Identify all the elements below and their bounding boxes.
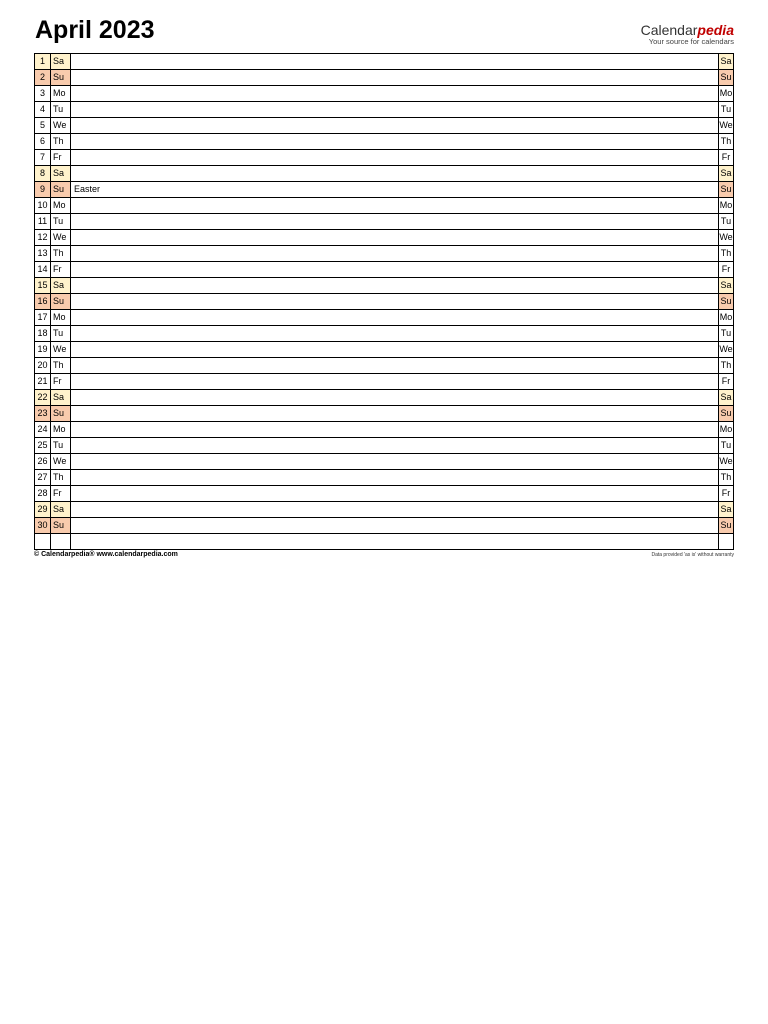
day-abbrev: Tu bbox=[51, 214, 71, 230]
footer-copyright: © Calendarpedia® www.calendarpedia.com bbox=[34, 551, 178, 558]
day-row bbox=[35, 406, 734, 422]
day-abbrev: We bbox=[51, 230, 71, 246]
day-number: 9 bbox=[35, 182, 51, 198]
day-note bbox=[71, 70, 719, 86]
day-row bbox=[35, 310, 734, 326]
day-abbrev-right: Su bbox=[719, 70, 734, 86]
day-number: 3 bbox=[35, 86, 51, 102]
day-row bbox=[35, 214, 734, 230]
day-row bbox=[35, 246, 734, 262]
day-abbrev-right: Th bbox=[719, 358, 734, 374]
day-number: 12 bbox=[35, 230, 51, 246]
day-abbrev-right: Sa bbox=[719, 390, 734, 406]
day-row bbox=[35, 486, 734, 502]
day-note bbox=[71, 134, 719, 150]
day-abbrev: Tu bbox=[51, 438, 71, 454]
day-abbrev: Sa bbox=[51, 54, 71, 70]
day-abbrev-right: Su bbox=[719, 518, 734, 534]
day-abbrev: Sa bbox=[51, 502, 71, 518]
day-abbrev: Th bbox=[51, 470, 71, 486]
day-abbrev: Mo bbox=[51, 422, 71, 438]
day-abbrev: Su bbox=[51, 182, 71, 198]
day-note bbox=[71, 358, 719, 374]
day-abbrev-right: Mo bbox=[719, 198, 734, 214]
day-abbrev: Su bbox=[51, 70, 71, 86]
day-note bbox=[71, 422, 719, 438]
day-number: 26 bbox=[35, 454, 51, 470]
day-abbrev: Th bbox=[51, 134, 71, 150]
day-number: 6 bbox=[35, 134, 51, 150]
day-abbrev-right: Mo bbox=[719, 422, 734, 438]
day-abbrev-right: Tu bbox=[719, 102, 734, 118]
day-note bbox=[71, 278, 719, 294]
day-row bbox=[35, 262, 734, 278]
day-note: Easter bbox=[71, 182, 719, 198]
calendar-table bbox=[34, 53, 734, 550]
day-row bbox=[35, 102, 734, 118]
day-abbrev-right: Tu bbox=[719, 326, 734, 342]
day-abbrev-right: Sa bbox=[719, 278, 734, 294]
day-abbrev: Fr bbox=[51, 262, 71, 278]
day-row bbox=[35, 518, 734, 534]
day-abbrev: Tu bbox=[51, 326, 71, 342]
day-note bbox=[71, 166, 719, 182]
day-note bbox=[71, 262, 719, 278]
brand-tagline: Your source for calendars bbox=[648, 37, 734, 46]
day-note bbox=[71, 454, 719, 470]
day-abbrev-right: Su bbox=[719, 294, 734, 310]
day-abbrev: Mo bbox=[51, 310, 71, 326]
day-note bbox=[71, 86, 719, 102]
day-number: 17 bbox=[35, 310, 51, 326]
day-row bbox=[35, 118, 734, 134]
day-number: 15 bbox=[35, 278, 51, 294]
brand-name-part1: Calendar bbox=[640, 22, 698, 38]
footer-disclaimer: Data provided 'as is' without warranty bbox=[651, 552, 734, 558]
day-note bbox=[71, 310, 719, 326]
day-note bbox=[71, 486, 719, 502]
day-abbrev-right: Su bbox=[719, 182, 734, 198]
day-number: 21 bbox=[35, 374, 51, 390]
day-abbrev: Th bbox=[51, 246, 71, 262]
day-row bbox=[35, 198, 734, 214]
brand-logo bbox=[641, 23, 734, 46]
day-row bbox=[35, 342, 734, 358]
day-note bbox=[71, 118, 719, 134]
day-abbrev: Su bbox=[51, 518, 71, 534]
day-number: 14 bbox=[35, 262, 51, 278]
day-number: 20 bbox=[35, 358, 51, 374]
day-number: 16 bbox=[35, 294, 51, 310]
day-abbrev: We bbox=[51, 342, 71, 358]
day-abbrev: Th bbox=[51, 358, 71, 374]
day-abbrev-right: We bbox=[719, 118, 734, 134]
day-number: 4 bbox=[35, 102, 51, 118]
empty-cell bbox=[51, 534, 71, 550]
empty-cell bbox=[71, 534, 719, 550]
day-row bbox=[35, 390, 734, 406]
day-abbrev-right: Fr bbox=[719, 150, 734, 166]
day-number: 29 bbox=[35, 502, 51, 518]
day-number: 28 bbox=[35, 486, 51, 502]
day-abbrev: Fr bbox=[51, 374, 71, 390]
day-note bbox=[71, 246, 719, 262]
day-abbrev: Fr bbox=[51, 150, 71, 166]
day-abbrev-right: Th bbox=[719, 470, 734, 486]
page-title: April 2023 bbox=[35, 16, 155, 44]
day-row bbox=[35, 182, 734, 198]
day-number: 27 bbox=[35, 470, 51, 486]
day-note bbox=[71, 502, 719, 518]
day-row bbox=[35, 358, 734, 374]
day-row bbox=[35, 166, 734, 182]
day-row bbox=[35, 150, 734, 166]
day-row bbox=[35, 230, 734, 246]
day-abbrev-right: Th bbox=[719, 246, 734, 262]
day-number: 18 bbox=[35, 326, 51, 342]
day-abbrev-right: Fr bbox=[719, 374, 734, 390]
day-abbrev: We bbox=[51, 454, 71, 470]
day-row bbox=[35, 454, 734, 470]
day-note bbox=[71, 518, 719, 534]
day-abbrev: Fr bbox=[51, 486, 71, 502]
day-number: 25 bbox=[35, 438, 51, 454]
day-abbrev-right: We bbox=[719, 230, 734, 246]
day-row bbox=[35, 54, 734, 70]
day-note bbox=[71, 150, 719, 166]
brand-name bbox=[641, 23, 734, 37]
day-row bbox=[35, 294, 734, 310]
day-number: 5 bbox=[35, 118, 51, 134]
day-abbrev-right: Tu bbox=[719, 214, 734, 230]
day-number: 24 bbox=[35, 422, 51, 438]
day-abbrev: Su bbox=[51, 294, 71, 310]
day-note bbox=[71, 374, 719, 390]
empty-cell bbox=[719, 534, 734, 550]
day-abbrev-right: Mo bbox=[719, 86, 734, 102]
day-row bbox=[35, 502, 734, 518]
day-abbrev-right: Sa bbox=[719, 502, 734, 518]
day-number: 8 bbox=[35, 166, 51, 182]
day-number: 1 bbox=[35, 54, 51, 70]
day-number: 19 bbox=[35, 342, 51, 358]
day-row bbox=[35, 86, 734, 102]
day-abbrev: Mo bbox=[51, 86, 71, 102]
day-abbrev-right: Fr bbox=[719, 262, 734, 278]
day-abbrev: Sa bbox=[51, 166, 71, 182]
brand-name-part2: pedia bbox=[697, 22, 734, 38]
day-note bbox=[71, 406, 719, 422]
day-number: 7 bbox=[35, 150, 51, 166]
day-abbrev-right: Sa bbox=[719, 166, 734, 182]
day-number: 22 bbox=[35, 390, 51, 406]
day-abbrev-right: Tu bbox=[719, 438, 734, 454]
day-note bbox=[71, 54, 719, 70]
day-number: 30 bbox=[35, 518, 51, 534]
calendar-body bbox=[35, 54, 734, 550]
day-note bbox=[71, 390, 719, 406]
day-abbrev: Mo bbox=[51, 198, 71, 214]
day-row bbox=[35, 134, 734, 150]
day-abbrev: Sa bbox=[51, 278, 71, 294]
day-row bbox=[35, 70, 734, 86]
day-note bbox=[71, 230, 719, 246]
day-abbrev-right: Mo bbox=[719, 310, 734, 326]
empty-cell bbox=[35, 534, 51, 550]
day-row bbox=[35, 422, 734, 438]
day-note bbox=[71, 470, 719, 486]
day-abbrev-right: We bbox=[719, 454, 734, 470]
day-number: 23 bbox=[35, 406, 51, 422]
empty-row bbox=[35, 534, 734, 550]
day-number: 10 bbox=[35, 198, 51, 214]
day-row bbox=[35, 470, 734, 486]
day-number: 13 bbox=[35, 246, 51, 262]
day-note bbox=[71, 198, 719, 214]
day-row bbox=[35, 326, 734, 342]
day-abbrev-right: Sa bbox=[719, 54, 734, 70]
day-note bbox=[71, 294, 719, 310]
day-abbrev: We bbox=[51, 118, 71, 134]
day-abbrev: Tu bbox=[51, 102, 71, 118]
day-row bbox=[35, 278, 734, 294]
day-abbrev-right: Th bbox=[719, 134, 734, 150]
day-row bbox=[35, 374, 734, 390]
day-abbrev: Sa bbox=[51, 390, 71, 406]
day-abbrev-right: We bbox=[719, 342, 734, 358]
day-note bbox=[71, 214, 719, 230]
day-row bbox=[35, 438, 734, 454]
day-abbrev-right: Fr bbox=[719, 486, 734, 502]
day-number: 11 bbox=[35, 214, 51, 230]
day-note bbox=[71, 438, 719, 454]
day-note bbox=[71, 102, 719, 118]
day-number: 2 bbox=[35, 70, 51, 86]
day-abbrev: Su bbox=[51, 406, 71, 422]
day-note bbox=[71, 342, 719, 358]
day-note bbox=[71, 326, 719, 342]
day-abbrev-right: Su bbox=[719, 406, 734, 422]
